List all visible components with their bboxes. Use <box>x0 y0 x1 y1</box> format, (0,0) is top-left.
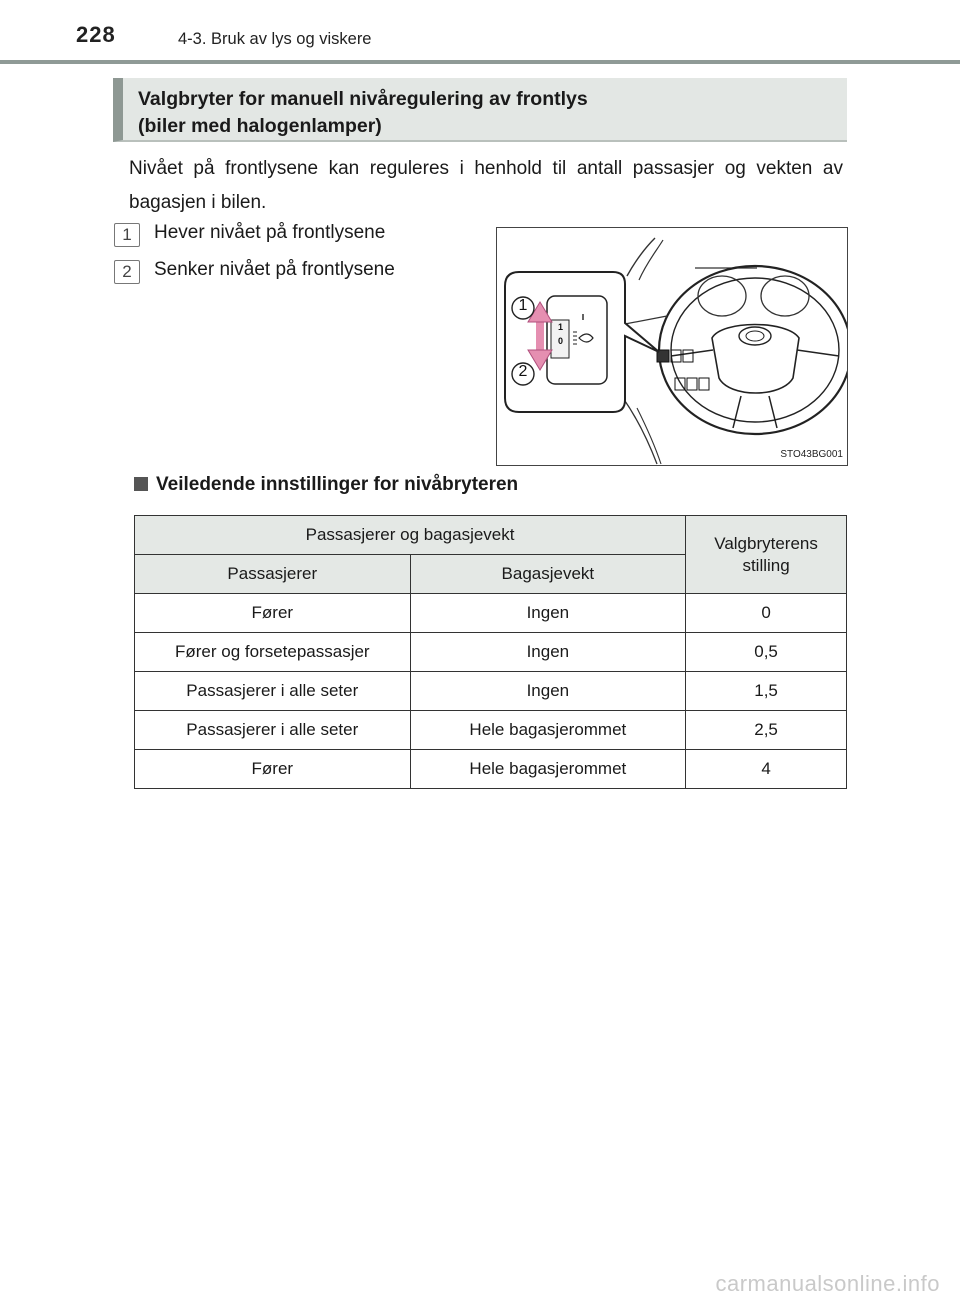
switch-mark-1: 1 <box>558 322 564 332</box>
dashboard-illustration <box>496 227 848 466</box>
callout-1-label: 1 <box>518 297 528 314</box>
step-label: Senker nivået på frontlysene <box>154 259 395 280</box>
leveling-settings-table <box>134 515 847 789</box>
table-row <box>135 711 847 750</box>
page-number: 228 <box>76 22 116 47</box>
table-row <box>135 594 847 633</box>
chapter-title: 4-3. Bruk av lys og viskere <box>178 30 372 48</box>
table-row <box>135 750 847 789</box>
step-number-badge: 2 <box>114 260 140 284</box>
step-label: Hever nivået på frontlysene <box>154 222 386 243</box>
section-heading-box <box>113 78 847 142</box>
section-heading-line2: (biler med halogenlamper) <box>138 115 382 137</box>
step-number-badge: 1 <box>114 223 140 247</box>
cell-position: 2,5 <box>686 711 847 750</box>
cell-passengers: Fører og forsetepassasjer <box>135 633 411 672</box>
header-switch-position-line2: stilling <box>742 555 790 575</box>
cell-passengers: Fører <box>135 750 411 789</box>
header-rule <box>0 60 960 64</box>
section-heading <box>138 86 838 140</box>
cell-passengers: Fører <box>135 594 411 633</box>
callout-2-label: 2 <box>518 363 528 380</box>
dashboard-drawing <box>497 228 847 465</box>
header-luggage: Bagasjevekt <box>410 555 686 594</box>
cell-position: 4 <box>686 750 847 789</box>
section-heading-line1: Valgbryter for manuell nivåregulering av frontlys <box>138 88 588 110</box>
cell-passengers: Passasjerer i alle seter <box>135 672 411 711</box>
header-switch-position-line1: Valgbryterens <box>714 533 818 553</box>
cell-luggage: Hele bagasjerommet <box>410 711 686 750</box>
header-passengers-luggage: Passasjerer og bagasjevekt <box>135 516 686 555</box>
cell-luggage: Hele bagasjerommet <box>410 750 686 789</box>
table-row <box>135 633 847 672</box>
intro-paragraph: Nivået på frontlysene kan reguleres i henhold til antall passasjer og vekten av bagasjen i bilen. <box>129 158 843 213</box>
cell-luggage: Ingen <box>410 672 686 711</box>
subheading-text: Veiledende innstillinger for nivåbryteren <box>156 474 519 495</box>
subheading <box>134 474 518 496</box>
table-row <box>135 672 847 711</box>
cell-luggage: Ingen <box>410 594 686 633</box>
header-passengers: Passasjerer <box>135 555 411 594</box>
watermark-logo[interactable]: carmanualsonline.info <box>715 1271 940 1296</box>
cell-position: 0,5 <box>686 633 847 672</box>
header-switch-position <box>686 516 847 594</box>
cell-position: 1,5 <box>686 672 847 711</box>
table-header-row <box>135 516 847 555</box>
cell-luggage: Ingen <box>410 633 686 672</box>
cell-passengers: Passasjerer i alle seter <box>135 711 411 750</box>
switch-mark-0: 0 <box>558 336 564 346</box>
square-bullet-icon <box>134 477 148 491</box>
cell-position: 0 <box>686 594 847 633</box>
figure-code: STO43BG001 <box>780 449 843 460</box>
